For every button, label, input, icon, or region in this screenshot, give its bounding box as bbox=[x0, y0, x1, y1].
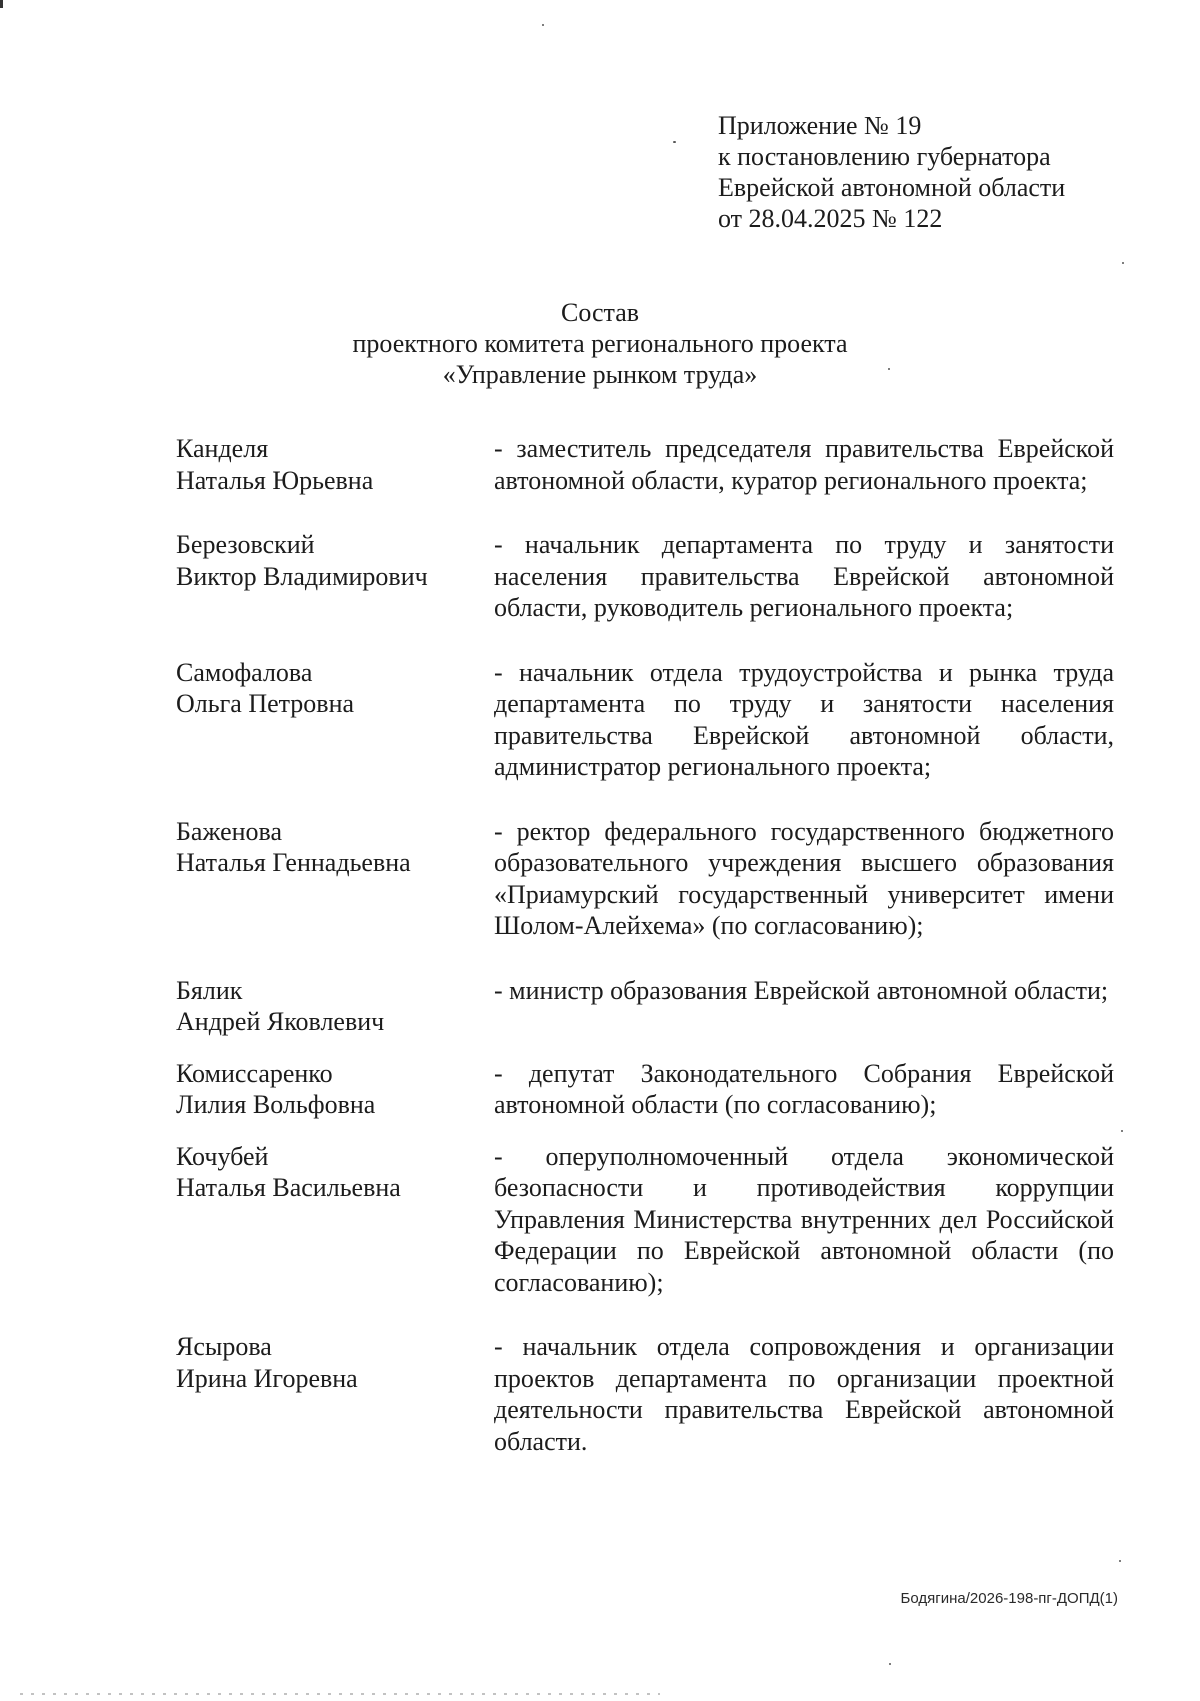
member-role: - депутат Законодательного Собрания Еврейской автономной области (по согласованию); bbox=[494, 1058, 1114, 1119]
member-row bbox=[176, 975, 1114, 1038]
member-given-name: Лилия Вольфовна bbox=[176, 1090, 376, 1119]
member-row bbox=[176, 529, 1114, 624]
member-row bbox=[176, 816, 1114, 942]
member-surname: Ясырова bbox=[176, 1332, 272, 1361]
member-surname: Кочубей bbox=[176, 1141, 269, 1171]
scan-artifact-top bbox=[0, 0, 3, 8]
member-name bbox=[176, 1331, 494, 1394]
member-surname: Комиссаренко bbox=[176, 1058, 333, 1088]
member-name bbox=[176, 975, 494, 1038]
member-name bbox=[176, 816, 494, 879]
member-given-name: Андрей Яковлевич bbox=[176, 1007, 385, 1036]
member-given-name: Ольга Петровна bbox=[176, 689, 355, 718]
member-row bbox=[176, 1331, 1114, 1457]
annex-reference: к постановлению губернатора bbox=[718, 142, 1051, 171]
document-heading bbox=[0, 297, 1200, 390]
member-role: - ректор федерального государственного бюджетного образовательного учреждения высшего образования «Приамурский государственный университет имени Шолом-Алейхема» (по согласованию); bbox=[494, 816, 1114, 940]
heading-subtitle: проектного комитета регионального проекта bbox=[352, 329, 848, 358]
member-name bbox=[176, 1058, 494, 1121]
member-given-name: Наталья Геннадьевна bbox=[176, 848, 411, 877]
member-given-name: Ирина Игоревна bbox=[176, 1363, 358, 1393]
member-surname: Баженова bbox=[176, 816, 283, 846]
scan-speck bbox=[1121, 1130, 1123, 1132]
document-registration-code: Бодягина/2026-198-пг-ДОПД(1) bbox=[900, 1590, 1118, 1607]
heading-title: Состав bbox=[560, 298, 640, 327]
member-role: - министр образования Еврейской автономной области; bbox=[494, 975, 1109, 1005]
annex-block bbox=[718, 110, 1065, 234]
member-row bbox=[176, 433, 1114, 496]
member-role: - начальник отдела трудоустройства и рынка труда департамента по труду и занятости населения правительства Еврейской автономной области, администратор регионального проекта; bbox=[494, 657, 1114, 781]
member-name bbox=[176, 529, 494, 592]
scan-speck bbox=[1122, 262, 1124, 264]
member-surname: Канделя bbox=[176, 434, 269, 463]
member-given-name: Виктор Владимирович bbox=[176, 561, 428, 591]
scan-speck bbox=[542, 24, 544, 26]
member-surname: Бялик bbox=[176, 975, 243, 1005]
member-row bbox=[176, 1141, 1114, 1299]
scan-speck bbox=[889, 1663, 891, 1665]
heading-project-name: «Управление рынком труда» bbox=[442, 360, 758, 389]
annex-number: Приложение № 19 bbox=[718, 111, 922, 140]
member-row bbox=[176, 657, 1114, 783]
member-given-name: Наталья Васильевна bbox=[176, 1173, 401, 1202]
member-given-name: Наталья Юрьевна bbox=[176, 465, 374, 495]
member-name bbox=[176, 433, 494, 496]
annex-date: от 28.04.2025 № 122 bbox=[718, 204, 943, 233]
member-name bbox=[176, 657, 494, 720]
scan-speck bbox=[673, 141, 676, 143]
scan-speck bbox=[888, 368, 890, 370]
annex-region: Еврейской автономной области bbox=[718, 173, 1066, 202]
member-name bbox=[176, 1141, 494, 1204]
scan-artifact-bottom bbox=[20, 1693, 660, 1695]
member-role: - заместитель председателя правительства Еврейской автономной области, куратор регионального проекта; bbox=[494, 434, 1114, 495]
scan-speck bbox=[1119, 1560, 1121, 1562]
member-role: - начальник отдела сопровождения и организации проектов департамента по организации проектной деятельности правительства Еврейской автономной области. bbox=[494, 1332, 1114, 1456]
committee-members-list bbox=[176, 433, 1114, 1457]
member-surname: Березовский bbox=[176, 530, 315, 559]
member-role: - оперуполномоченный отдела экономической безопасности и противодействия коррупции Управления Министерства внутренних дел Российской Федерации по Еврейской автономной области (по согласованию); bbox=[494, 1141, 1114, 1297]
member-row bbox=[176, 1058, 1114, 1121]
member-role: - начальник департамента по труду и занятости населения правительства Еврейской автономной области, руководитель регионального проекта; bbox=[494, 530, 1114, 622]
member-surname: Самофалова bbox=[176, 657, 313, 687]
